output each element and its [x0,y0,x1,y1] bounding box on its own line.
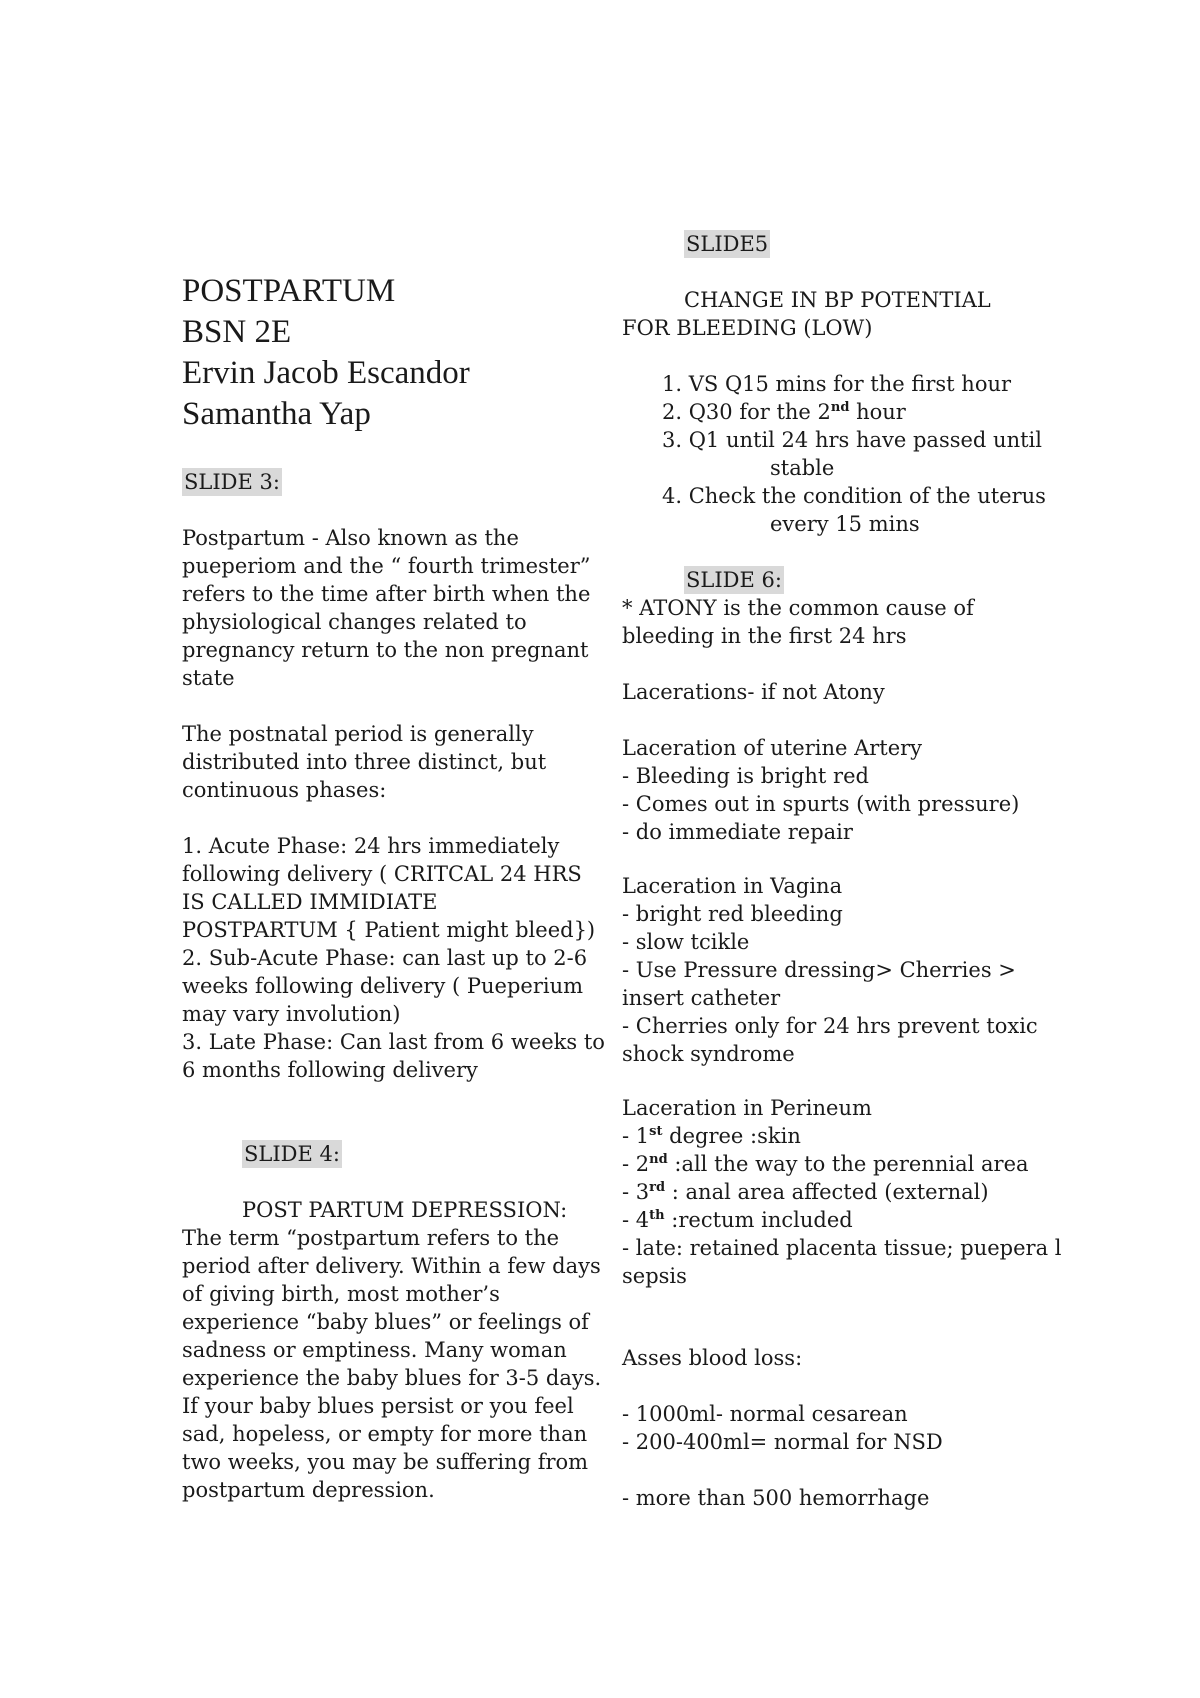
list-item: 3. Q1 until 24 hrs have passed until [662,428,1042,452]
text-line: sadness or emptiness. Many woman [182,1338,567,1362]
author-2: Samantha Yap [182,396,371,432]
slide3-label: SLIDE 3: [184,470,280,494]
slide3-phases-intro [182,720,546,804]
text-part: hour [849,400,906,424]
text-line: POSTPARTUM { Patient might bleed}) [182,918,596,942]
text-part: degree :skin [662,1124,801,1148]
text-line: - Bleeding is bright red [622,764,869,788]
slide3-phases-list [182,832,605,1084]
text-line: may vary involution) [182,1002,401,1026]
text-line: postpartum depression. [182,1478,435,1502]
superscript: th [649,1208,665,1223]
text-part: :rectum included [664,1208,853,1232]
text-line: following delivery ( CRITCAL 24 HRS [182,862,582,886]
text-line [622,1206,1062,1234]
slide5-heading [622,286,991,342]
text-line: FOR BLEEDING (LOW) [622,316,873,340]
text-line: pregnancy return to the non pregnant [182,638,589,662]
text-line [622,1178,1062,1206]
text-line: The term “postpartum refers to the [182,1226,560,1250]
text-line: - Comes out in spurts (with pressure) [622,792,1020,816]
blood-loss-item: - 200-400ml= normal for NSD [622,1430,943,1454]
superscript: nd [649,1152,668,1167]
text-line: - Cherries only for 24 hrs prevent toxic [622,1014,1038,1038]
list-item-continuation: every 15 mins [770,512,920,536]
author-1: Ervin Jacob Escandor [182,355,470,391]
text-line: If your baby blues persist or you feel [182,1394,574,1418]
text-line: pueperiom and the “ fourth trimester” [182,554,591,578]
text-line: experience the baby blues for 3-5 days. [182,1366,602,1390]
superscript: st [649,1124,663,1139]
list-item-continuation: stable [770,456,835,480]
text-line: sepsis [622,1264,687,1288]
text-line: of giving birth, most mother’s [182,1282,500,1306]
text-line: 6 months following delivery [182,1058,478,1082]
slide6-vagina [622,872,1038,1068]
text-line: - bright red bleeding [622,902,843,926]
text-line: period after delivery. Within a few days [182,1254,601,1278]
superscript: rd [649,1180,666,1195]
text-line: * ATONY is the common cause of [622,596,974,620]
text-line: bleeding in the first 24 hrs [622,624,907,648]
text-line: shock syndrome [622,1042,795,1066]
text-line: The postnatal period is generally [182,722,534,746]
slide6-atony [622,594,974,650]
text-line: - do immediate repair [622,820,853,844]
superscript: nd [830,400,850,415]
text-part: - 3 [622,1180,650,1204]
text-part: - 4 [622,1208,650,1232]
text-line: - late: retained placenta tissue; puepera l [622,1236,1062,1260]
text-line: distributed into three distinct, but [182,750,547,774]
text-part: :all the way to the perennial area [667,1152,1029,1176]
blood-loss-heading: Asses blood loss: [622,1346,803,1370]
text-line: physiological changes related to [182,610,527,634]
text-line: refers to the time after birth when the [182,582,591,606]
text-line [622,1122,1062,1150]
doc-title: POSTPARTUM [182,273,396,309]
list-item: 4. Check the condition of the uterus [662,484,1046,508]
doc-section: BSN 2E [182,314,292,350]
text-line: 2. Sub-Acute Phase: can last up to 2-6 [182,946,588,970]
slide4-heading: POST PARTUM DEPRESSION: [242,1198,568,1222]
text-line: Laceration in Vagina [622,874,843,898]
text-part: : anal area affected (external) [665,1180,989,1204]
blood-loss-item: - 1000ml- normal cesarean [622,1402,908,1426]
text-line: Postpartum - Also known as the [182,526,519,550]
text-line: continuous phases: [182,778,387,802]
text-line: sad, hopeless, or empty for more than [182,1422,588,1446]
slide6-perineum [622,1094,1062,1290]
slide4-body [182,1196,601,1504]
text-part: - 2 [622,1152,650,1176]
text-line: two weeks, you may be suffering from [182,1450,589,1474]
list-item: 1. VS Q15 mins for the first hour [662,372,1012,396]
text-line [622,1150,1062,1178]
text-line: IS CALLED IMMIDIATE [182,890,438,914]
text-line: experience “baby blues” or feelings of [182,1310,589,1334]
text-line: weeks following delivery ( Pueperium [182,974,584,998]
list-item [662,398,906,426]
slide6-lacerations: Lacerations- if not Atony [622,680,885,704]
slide4-label: SLIDE 4: [244,1142,340,1166]
slide5-label: SLIDE5 [686,232,769,256]
text-line: - slow tcikle [622,930,750,954]
text-line: 1. Acute Phase: 24 hrs immediately [182,834,560,858]
text-line: - Use Pressure dressing> Cherries > [622,958,1016,982]
blood-loss-item: - more than 500 hemorrhage [622,1486,930,1510]
text-line: CHANGE IN BP POTENTIAL [684,288,991,312]
text-line: insert catheter [622,986,781,1010]
text-part: - 1 [622,1124,650,1148]
text-part: 2. Q30 for the 2 [662,400,831,424]
text-line: Laceration of uterine Artery [622,736,923,760]
slide6-uterine-artery [622,734,1019,846]
slide6-label: SLIDE 6: [686,568,782,592]
title-block [182,271,470,435]
text-line: 3. Late Phase: Can last from 6 weeks to [182,1030,605,1054]
text-line: Laceration in Perineum [622,1096,872,1120]
slide3-definition [182,524,590,692]
text-line: state [182,666,235,690]
